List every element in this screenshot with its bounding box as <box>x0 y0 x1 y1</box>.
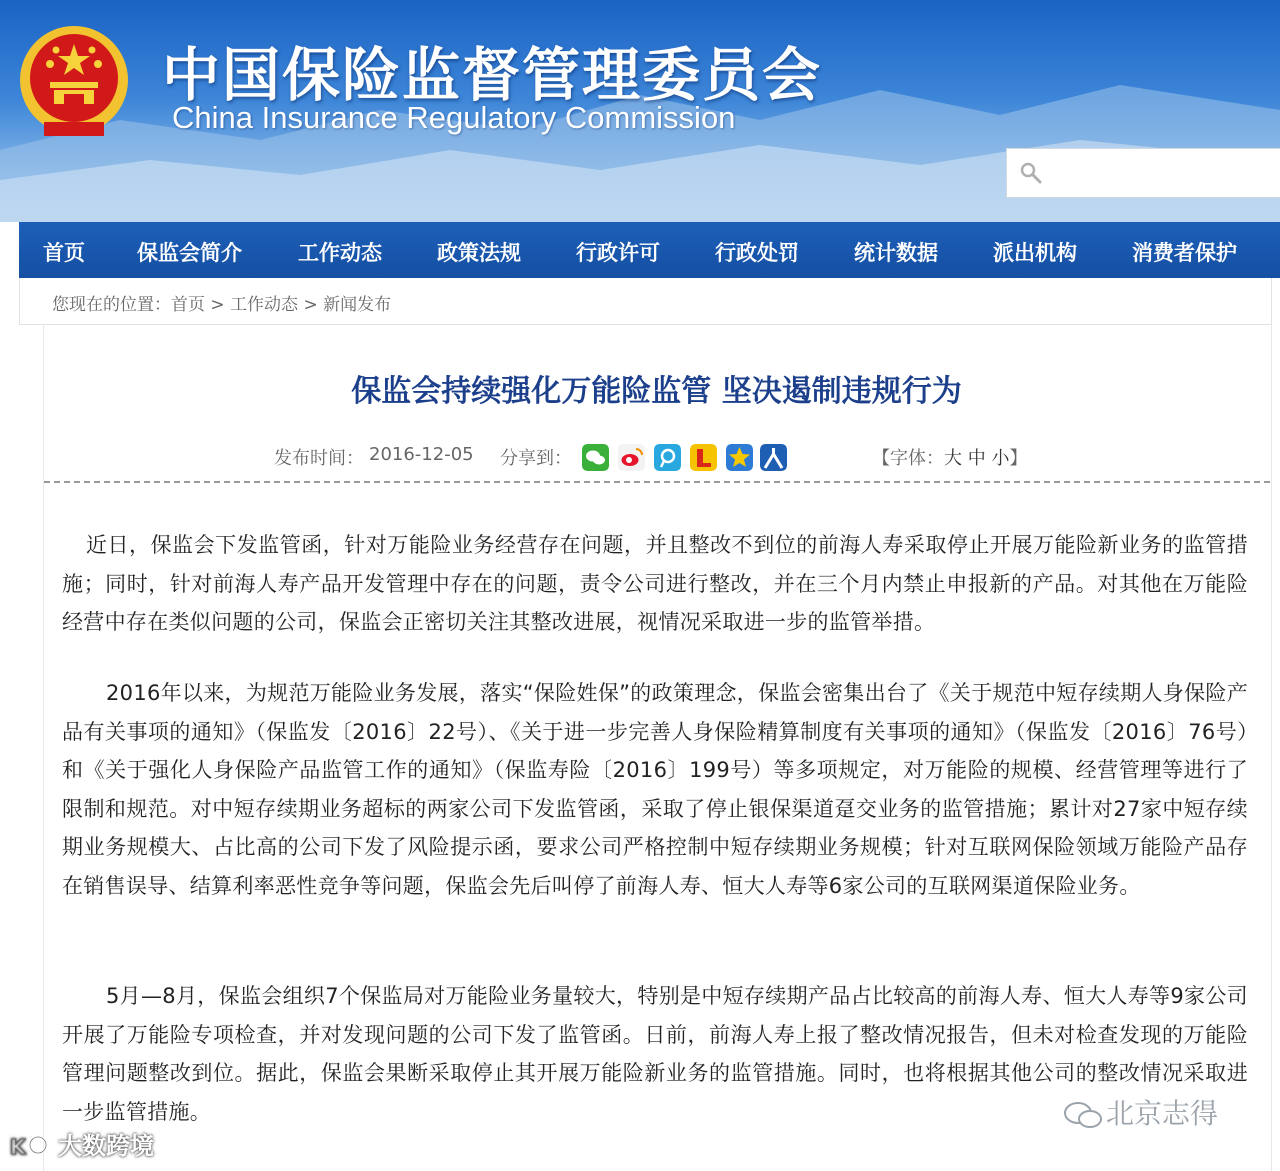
site-title-english: China Insurance Regulatory Commission <box>172 100 736 135</box>
nav-item-news[interactable]: 工作动态 <box>298 241 382 265</box>
breadcrumb-prefix: 您现在的位置： <box>52 295 171 315</box>
article-divider <box>44 481 1270 483</box>
nav-item-about[interactable]: 保监会简介 <box>137 241 242 265</box>
watermark-right-text: 北京志得 <box>1106 1097 1219 1130</box>
people-icon[interactable] <box>760 444 787 471</box>
watermark-right <box>1062 1092 1218 1132</box>
wechat-watermark-icon <box>1062 1099 1106 1131</box>
header-banner <box>0 0 1280 222</box>
breadcrumb-separator: > <box>298 295 324 315</box>
tencent-weibo-icon[interactable] <box>654 444 681 471</box>
font-size-control <box>872 444 1027 470</box>
font-size-label-close: 】 <box>1009 448 1028 469</box>
article-paragraph: 5月—8月，保监会组织7个保监局对万能险业务量较大，特别是中短存续期产品占比较高的前海人寿、恒大人寿等9家公司开展了万能险专项检查，并对发现问题的公司下发了监管函。日前，前海人寿上报了整改情况报告，但未对检查发现的万能险管理问题整改到位。据此，保监会果断采取停止其开展万能险新业务的监管措施。同时，也将根据其他公司的整改情况采取进一步监管措施。 <box>62 984 1248 1124</box>
font-size-small-link[interactable]: 小 <box>991 448 1010 469</box>
watermark-left-text: 大数跨境 <box>58 1132 154 1160</box>
breadcrumb-home[interactable]: 首页 <box>171 295 205 315</box>
qzone-icon[interactable] <box>726 444 753 471</box>
font-size-large-link[interactable]: 大 <box>944 448 962 469</box>
search-input[interactable] <box>1006 148 1280 198</box>
nav-item-license[interactable]: 行政许可 <box>576 241 660 265</box>
site-title-chinese: 中国保险监督管理委员会 <box>162 41 823 109</box>
article-title: 保监会持续强化万能险监管 坚决遏制违规行为 <box>351 374 962 409</box>
nav-item-statistics[interactable]: 统计数据 <box>854 241 938 265</box>
share-label: 分享到： <box>500 448 572 469</box>
breadcrumb-news[interactable]: 工作动态 <box>230 295 299 315</box>
article-paragraph: 近日，保监会下发监管函，针对万能险业务经营存在问题，并且整改不到位的前海人寿采取停止开展万能险新业务的监管措施；同时，针对前海人寿产品开发管理中存在的问题，责令公司进行整改，并在三个月内禁止申报新的产品。对其他在万能险经营中存在类似问题的公司，保监会正密切关注其整改进展，视情况采取进一步的监管举措。 <box>62 533 1248 634</box>
nav-item-branches[interactable]: 派出机构 <box>993 241 1077 265</box>
svg-text:K: K <box>10 1135 26 1159</box>
breadcrumb <box>52 290 391 315</box>
breadcrumb-separator: > <box>205 295 231 315</box>
renren-icon[interactable] <box>690 444 717 471</box>
nav-item-penalty[interactable]: 行政处罚 <box>715 241 799 265</box>
publish-date: 2016-12-05 <box>369 444 474 465</box>
nav-item-consumer[interactable]: 消费者保护 <box>1132 241 1237 265</box>
breadcrumb-bar <box>19 278 1272 325</box>
nav-item-home[interactable]: 首页 <box>43 241 85 265</box>
font-size-medium-link[interactable]: 中 <box>967 448 986 469</box>
article-paragraph: 2016年以来，为规范万能险业务发展，落实“保险姓保”的政策理念，保监会密集出台了《关于规范中短存续期人身保险产品有关事项的通知》（保监发〔2016〕22号）、《关于进一步完善人身保险精算制度有关事项的通知》（保监发〔2016〕76号）和《关于强化人身保险产品监管工作的通知》（保监寿险〔2016〕199号）等多项规定，对万能险的规模、经营管理等进行了限制和规范。对中短存续期业务超标的两家公司下发监管函，采取了停止银保渠道趸交业务的监管措施；累计对27家中短存续期业务规模大、占比高的公司下发了风险提示函，要求公司严格控制中短存续期业务规模；针对互联网保险领域万能险产品存在销售误导、结算利率恶性竞争等问题，保监会先后叫停了前海人寿、恒大人寿等6家公司的互联网渠道保险业务。 <box>62 681 1248 898</box>
national-emblem-logo <box>18 22 130 142</box>
nav-item-policy[interactable]: 政策法规 <box>437 241 521 265</box>
weibo-icon[interactable] <box>618 444 645 471</box>
font-size-label: 【字体： <box>872 448 944 469</box>
main-nav <box>19 222 1280 278</box>
wechat-icon[interactable] <box>582 444 609 471</box>
publish-label: 发布时间： <box>274 448 364 469</box>
breadcrumb-current[interactable]: 新闻发布 <box>323 295 392 315</box>
watermark-left <box>8 1126 154 1162</box>
watermark-logo-icon <box>8 1132 58 1162</box>
search-icon[interactable] <box>1019 161 1043 185</box>
